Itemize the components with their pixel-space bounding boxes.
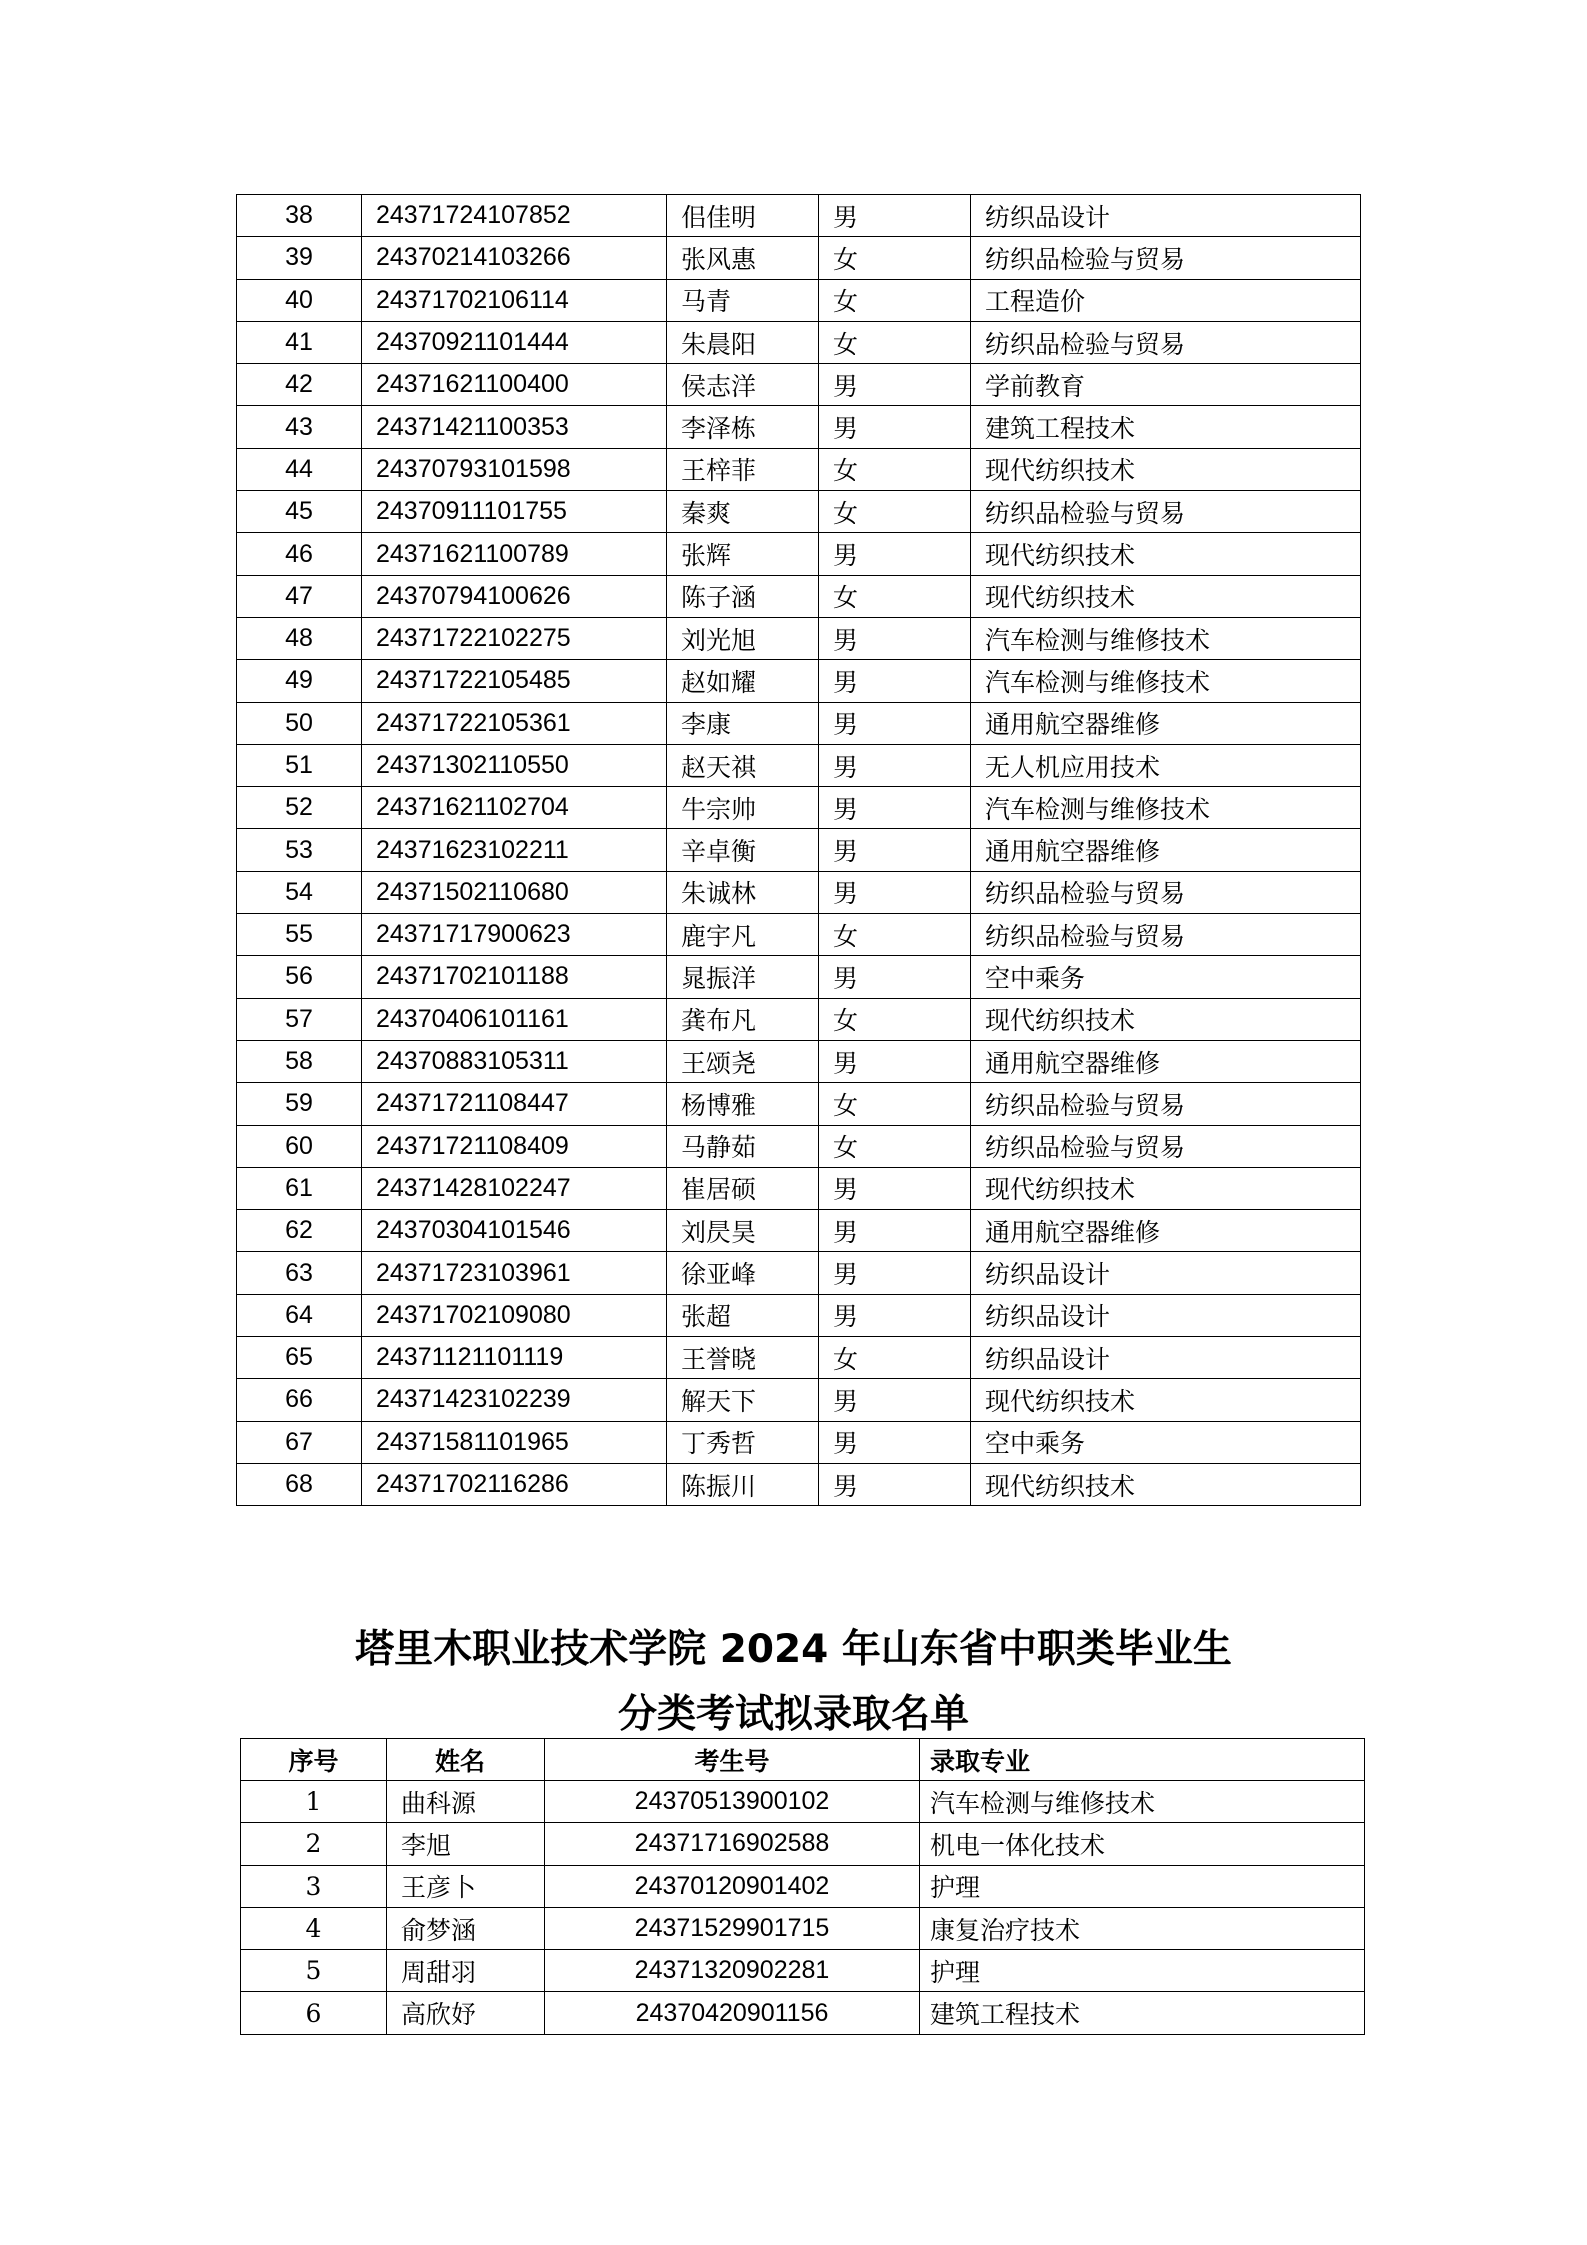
gender: 女 [819,575,971,617]
table-row [237,533,1361,575]
table-row [241,1950,1365,1992]
exam-id: 24370120901402 [545,1865,920,1907]
admitted-major: 汽车检测与维修技术 [971,617,1361,659]
admitted-major: 建筑工程技术 [920,1992,1365,2034]
row-number: 51 [237,744,362,786]
table-row [237,1337,1361,1379]
row-number: 61 [237,1167,362,1209]
table-row [237,1040,1361,1082]
student-name: 王颂尧 [667,1040,819,1082]
exam-id: 24371724107852 [362,195,667,237]
admitted-major: 建筑工程技术 [971,406,1361,448]
admitted-major: 学前教育 [971,364,1361,406]
student-name: 牛宗帅 [667,787,819,829]
section-title-line2: 分类考试拟录取名单 [617,1692,969,1737]
gender: 男 [819,617,971,659]
exam-id: 24371717900623 [362,914,667,956]
row-number: 63 [237,1252,362,1294]
admitted-major: 纺织品检验与贸易 [971,491,1361,533]
row-number: 45 [237,491,362,533]
exam-id: 24371621102704 [362,787,667,829]
row-number: 60 [237,1125,362,1167]
exam-id: 24371121101119 [362,1337,667,1379]
admitted-major: 汽车检测与维修技术 [920,1781,1365,1823]
student-name: 刘光旭 [667,617,819,659]
admitted-major: 现代纺织技术 [971,1167,1361,1209]
student-name: 解天下 [667,1379,819,1421]
admitted-major: 现代纺织技术 [971,533,1361,575]
gender: 男 [819,406,971,448]
row-number: 52 [237,787,362,829]
row-number: 43 [237,406,362,448]
student-name: 晁振洋 [667,956,819,998]
admitted-major: 纺织品设计 [971,195,1361,237]
header-name: 姓名 [387,1739,545,1781]
table-row [237,956,1361,998]
admitted-major: 现代纺织技术 [971,575,1361,617]
row-number: 41 [237,321,362,363]
student-name: 陈振川 [667,1463,819,1505]
exam-id: 24371502110680 [362,871,667,913]
student-name: 龚布凡 [667,998,819,1040]
row-number: 68 [237,1463,362,1505]
admitted-major: 现代纺织技术 [971,1463,1361,1505]
row-number: 62 [237,1210,362,1252]
admitted-major: 护理 [920,1950,1365,1992]
student-name: 高欣妤 [387,1992,545,2034]
student-name: 丁秀哲 [667,1421,819,1463]
exam-id: 24370214103266 [362,237,667,279]
row-number: 49 [237,660,362,702]
exam-id: 24371421100353 [362,406,667,448]
student-name: 侯志洋 [667,364,819,406]
table-row [237,702,1361,744]
table-row [237,491,1361,533]
exam-id: 24371623102211 [362,829,667,871]
table-row [241,1992,1365,2034]
header-number: 序号 [241,1739,387,1781]
student-name: 佀佳明 [667,195,819,237]
student-name: 李旭 [387,1823,545,1865]
admission-table-continued [236,194,1361,1506]
row-number: 59 [237,1083,362,1125]
admitted-major: 空中乘务 [971,956,1361,998]
exam-id: 24370911101755 [362,491,667,533]
table-row [237,237,1361,279]
row-number: 2 [241,1823,387,1865]
admitted-major: 现代纺织技术 [971,998,1361,1040]
row-number: 54 [237,871,362,913]
exam-id: 24371722102275 [362,617,667,659]
row-number: 38 [237,195,362,237]
gender: 男 [819,195,971,237]
gender: 男 [819,1210,971,1252]
student-name: 王梓菲 [667,448,819,490]
admitted-major: 纺织品设计 [971,1294,1361,1336]
exam-id: 24371428102247 [362,1167,667,1209]
student-name: 俞梦涵 [387,1907,545,1949]
admitted-major: 汽车检测与维修技术 [971,660,1361,702]
student-name: 秦爽 [667,491,819,533]
student-name: 徐亚峰 [667,1252,819,1294]
exam-id: 24370883105311 [362,1040,667,1082]
admitted-major: 纺织品设计 [971,1252,1361,1294]
gender: 女 [819,237,971,279]
student-name: 马静茹 [667,1125,819,1167]
table-row [237,1421,1361,1463]
admitted-major: 空中乘务 [971,1421,1361,1463]
student-name: 陈子涵 [667,575,819,617]
exam-id: 24371702106114 [362,279,667,321]
student-name: 崔居硕 [667,1167,819,1209]
gender: 女 [819,914,971,956]
student-name: 李泽栋 [667,406,819,448]
gender: 男 [819,787,971,829]
table-row [237,575,1361,617]
admitted-major: 纺织品设计 [971,1337,1361,1379]
admitted-major: 现代纺织技术 [971,448,1361,490]
table-row [237,279,1361,321]
admitted-major: 康复治疗技术 [920,1907,1365,1949]
row-number: 1 [241,1781,387,1823]
vocational-admission-table [240,1738,1365,2035]
exam-id: 24370406101161 [362,998,667,1040]
table-row [237,448,1361,490]
admitted-major: 纺织品检验与贸易 [971,914,1361,956]
row-number: 40 [237,279,362,321]
table-row [237,660,1361,702]
gender: 女 [819,279,971,321]
row-number: 44 [237,448,362,490]
admitted-major: 机电一体化技术 [920,1823,1365,1865]
exam-id: 24371716902588 [545,1823,920,1865]
table-row [237,1125,1361,1167]
admitted-major: 通用航空器维修 [971,1040,1361,1082]
gender: 女 [819,448,971,490]
row-number: 67 [237,1421,362,1463]
table-row [237,1379,1361,1421]
exam-id: 24371529901715 [545,1907,920,1949]
table-row [237,1252,1361,1294]
exam-id: 24371320902281 [545,1950,920,1992]
student-name: 刘昃昊 [667,1210,819,1252]
gender: 男 [819,1167,971,1209]
row-number: 46 [237,533,362,575]
exam-id: 24371702109080 [362,1294,667,1336]
gender: 男 [819,956,971,998]
row-number: 39 [237,237,362,279]
table-row [237,787,1361,829]
gender: 男 [819,1252,971,1294]
row-number: 4 [241,1907,387,1949]
row-number: 65 [237,1337,362,1379]
gender: 女 [819,491,971,533]
exam-id: 24371722105485 [362,660,667,702]
exam-id: 24371581101965 [362,1421,667,1463]
student-name: 王誉晓 [667,1337,819,1379]
student-name: 杨博雅 [667,1083,819,1125]
gender: 女 [819,1337,971,1379]
table-row [237,914,1361,956]
gender: 男 [819,1040,971,1082]
gender: 男 [819,533,971,575]
exam-id: 24370921101444 [362,321,667,363]
gender: 男 [819,829,971,871]
exam-id: 24370793101598 [362,448,667,490]
exam-id: 24371702116286 [362,1463,667,1505]
gender: 男 [819,1379,971,1421]
exam-id: 24370304101546 [362,1210,667,1252]
student-name: 曲科源 [387,1781,545,1823]
exam-id: 24371621100400 [362,364,667,406]
table-row [241,1907,1365,1949]
exam-id: 24371722105361 [362,702,667,744]
admitted-major: 无人机应用技术 [971,744,1361,786]
table-row [237,195,1361,237]
student-name: 赵如耀 [667,660,819,702]
gender: 男 [819,1294,971,1336]
row-number: 42 [237,364,362,406]
exam-id: 24371423102239 [362,1379,667,1421]
student-name: 辛卓衡 [667,829,819,871]
gender: 男 [819,744,971,786]
gender: 男 [819,660,971,702]
gender: 女 [819,1125,971,1167]
exam-id: 24370513900102 [545,1781,920,1823]
row-number: 3 [241,1865,387,1907]
student-name: 张风惠 [667,237,819,279]
gender: 女 [819,321,971,363]
gender: 女 [819,998,971,1040]
gender: 男 [819,702,971,744]
admitted-major: 纺织品检验与贸易 [971,1083,1361,1125]
row-number: 50 [237,702,362,744]
table-row [237,1210,1361,1252]
table-row [241,1823,1365,1865]
admitted-major: 通用航空器维修 [971,1210,1361,1252]
table-row [237,406,1361,448]
student-name: 张超 [667,1294,819,1336]
admitted-major: 纺织品检验与贸易 [971,321,1361,363]
row-number: 48 [237,617,362,659]
table-row [241,1781,1365,1823]
table-row [237,617,1361,659]
gender: 男 [819,871,971,913]
gender: 男 [819,1421,971,1463]
row-number: 57 [237,998,362,1040]
table-row [237,1083,1361,1125]
section-title-line1: 塔里木职业技术学院 2024 年山东省中职类毕业生 [355,1627,1232,1672]
student-name: 朱晨阳 [667,321,819,363]
table-row [237,744,1361,786]
row-number: 66 [237,1379,362,1421]
exam-id: 24371721108447 [362,1083,667,1125]
student-name: 王彦卜 [387,1865,545,1907]
admitted-major: 汽车检测与维修技术 [971,787,1361,829]
gender: 男 [819,1463,971,1505]
admitted-major: 现代纺织技术 [971,1379,1361,1421]
exam-id: 24371302110550 [362,744,667,786]
table-row [237,364,1361,406]
admitted-major: 纺织品检验与贸易 [971,1125,1361,1167]
header-exam-id: 考生号 [545,1739,920,1781]
student-name: 李康 [667,702,819,744]
student-name: 周甜羽 [387,1950,545,1992]
student-name: 赵天祺 [667,744,819,786]
row-number: 56 [237,956,362,998]
header-major: 录取专业 [920,1739,1365,1781]
exam-id: 24371702101188 [362,956,667,998]
table-row [237,1463,1361,1505]
table-row [237,998,1361,1040]
admitted-major: 工程造价 [971,279,1361,321]
row-number: 64 [237,1294,362,1336]
table-row [237,829,1361,871]
table-row [241,1865,1365,1907]
exam-id: 24370420901156 [545,1992,920,2034]
exam-id: 24370794100626 [362,575,667,617]
row-number: 53 [237,829,362,871]
table-row [237,871,1361,913]
admitted-major: 纺织品检验与贸易 [971,237,1361,279]
row-number: 55 [237,914,362,956]
table-header-row [241,1739,1365,1781]
student-name: 张辉 [667,533,819,575]
table-row [237,1294,1361,1336]
student-name: 朱诚林 [667,871,819,913]
exam-id: 24371621100789 [362,533,667,575]
admitted-major: 纺织品检验与贸易 [971,871,1361,913]
student-name: 马青 [667,279,819,321]
gender: 女 [819,1083,971,1125]
gender: 男 [819,364,971,406]
admitted-major: 护理 [920,1865,1365,1907]
exam-id: 24371723103961 [362,1252,667,1294]
table-row [237,321,1361,363]
admitted-major: 通用航空器维修 [971,829,1361,871]
exam-id: 24371721108409 [362,1125,667,1167]
student-name: 鹿宇凡 [667,914,819,956]
table-row [237,1167,1361,1209]
row-number: 5 [241,1950,387,1992]
admitted-major: 通用航空器维修 [971,702,1361,744]
row-number: 58 [237,1040,362,1082]
row-number: 6 [241,1992,387,2034]
row-number: 47 [237,575,362,617]
